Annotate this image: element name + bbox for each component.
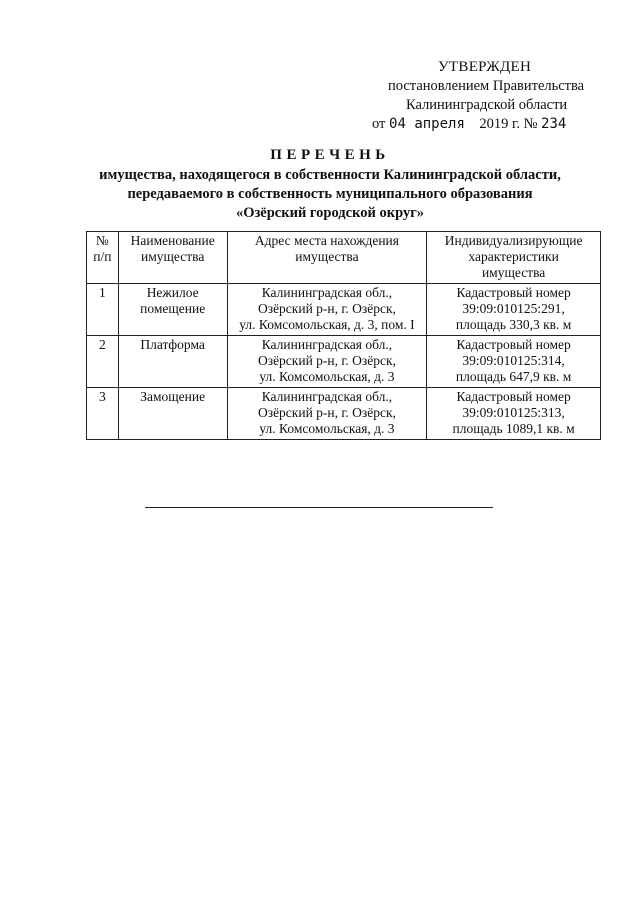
header-line: п/п [93, 249, 112, 264]
cell-line: Калининградская обл., [261, 285, 393, 300]
cell-line: Озёрский р-н, г. Озёрск, [257, 301, 396, 316]
document-title: ПЕРЕЧЕНЬ [270, 147, 390, 163]
cell-line: Озёрский р-н, г. Озёрск, [257, 353, 396, 368]
cell-line: площадь 330,3 кв. м [455, 317, 572, 332]
table-row [87, 336, 601, 388]
header-line: имущества [481, 265, 546, 280]
cell-line: Замощение [140, 389, 206, 404]
row-address [227, 336, 427, 388]
row-name [118, 388, 227, 440]
header-address [227, 232, 427, 284]
cell-line: ул. Комсомольская, д. 3 [259, 421, 395, 436]
document-number: 234 [541, 116, 567, 132]
end-divider-line [145, 507, 493, 508]
cell-line: ул. Комсомольская, д. 3 [259, 369, 395, 384]
row-characteristics [427, 388, 601, 440]
cell-line: Кадастровый номер [456, 285, 571, 300]
row-number: 3 [87, 388, 119, 440]
cell-line: Калининградская обл., [261, 337, 393, 352]
table-row [87, 388, 601, 440]
table-row [87, 284, 601, 336]
cell-line: 39:09:010125:314, [462, 353, 565, 368]
cell-line: Озёрский р-н, г. Озёрск, [257, 405, 396, 420]
cell-line: Платформа [140, 337, 205, 352]
approval-line-2: Калининградской области [406, 97, 568, 113]
approval-line-1: постановлением Правительства [388, 78, 585, 94]
row-name [118, 284, 227, 336]
cell-line: Кадастровый номер [456, 337, 571, 352]
date-day-month: 04 апреля [389, 116, 465, 132]
cell-line: Кадастровый номер [456, 389, 571, 404]
cell-line: ул. Комсомольская, д. 3, пом. I [239, 317, 415, 332]
cell-line: площадь 647,9 кв. м [455, 369, 572, 384]
header-line: имущества [295, 249, 359, 264]
cell-line: помещение [140, 301, 206, 316]
header-line: Индивидуализирующие [444, 233, 583, 248]
title-line-1: имущества, находящегося в собственности Калининградской области, [99, 167, 561, 183]
title-block [60, 146, 600, 223]
cell-line: Нежилое [146, 285, 199, 300]
date-prefix: от [372, 116, 386, 132]
row-name [118, 336, 227, 388]
cell-line: 39:09:010125:291, [462, 301, 565, 316]
header-name [118, 232, 227, 284]
approval-date-line [360, 115, 600, 134]
row-address [227, 284, 427, 336]
cell-line: площадь 1089,1 кв. м [452, 421, 575, 436]
header-number [87, 232, 119, 284]
row-number: 2 [87, 336, 119, 388]
row-characteristics [427, 336, 601, 388]
date-year: 2019 г. № [479, 116, 538, 132]
title-line-2: передаваемого в собственность муниципального образования [127, 186, 533, 202]
header-characteristics [427, 232, 601, 284]
cell-line: Калининградская обл., [261, 389, 393, 404]
table-header-row [87, 232, 601, 284]
header-line: характеристики [468, 249, 559, 264]
approval-heading: УТВЕРЖДЕН [438, 59, 532, 75]
row-number: 1 [87, 284, 119, 336]
property-table [86, 231, 601, 440]
header-line: Адрес места нахождения [254, 233, 399, 248]
header-line: имущества [141, 249, 205, 264]
row-characteristics [427, 284, 601, 336]
cell-line: 39:09:010125:313, [462, 405, 565, 420]
header-line: № [95, 233, 109, 248]
approval-block [360, 58, 600, 134]
header-line: Наименование [130, 233, 215, 248]
title-line-3: «Озёрский городской округ» [235, 205, 425, 221]
row-address [227, 388, 427, 440]
